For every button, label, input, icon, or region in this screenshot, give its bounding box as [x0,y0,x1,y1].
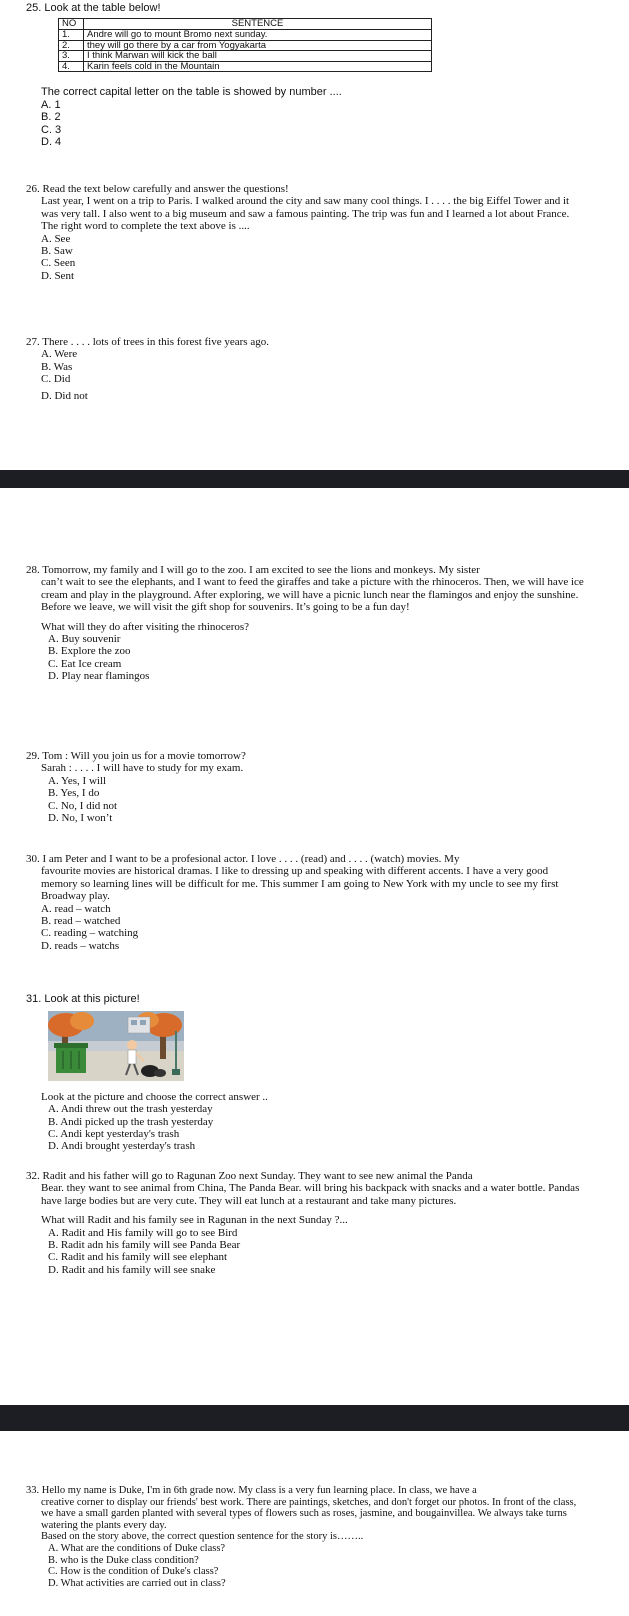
question-title: 31. Look at this picture! [26,993,140,1005]
question-title: 26. Read the text below carefully and answer the questions! [26,183,289,195]
question-title: 32. Radit and his father will go to Ragunan Zoo next Sunday. They want to see new animal the Panda [26,1170,473,1182]
option-c: C. No, I did not [48,799,118,812]
question-prompt: What will Radit and his family see in Ragunan in the next Sunday ?... [41,1214,348,1227]
table-header-sentence: SENTENCE [84,19,432,30]
option-d: D. What activities are carried out in class? [48,1577,226,1589]
table-header-row [59,19,432,30]
page-divider [0,470,629,488]
option-b: B. Saw [41,245,73,258]
question-title: 27. There . . . . lots of trees in this forest five years ago. [26,336,269,348]
option-a: A. Were [41,348,78,361]
option-a: A. See [41,232,71,245]
table-cell: I think Marwan will kick the ball [84,51,432,62]
table-cell: 4. [59,61,84,72]
question-29 [26,750,586,824]
question-prompt: Based on the story above, the correct question sentence for the story is…….. [41,1531,364,1543]
trash-picture-image [48,1011,184,1081]
option-b: B. 2 [41,111,61,124]
option-a: A. Yes, I will [48,774,107,787]
question-title: 25. Look at the table below! [26,2,161,14]
table-header-no: NO [59,19,84,30]
question-prompt: What will they do after visiting the rhinoceros? [41,620,250,633]
question-title: 28. Tomorrow, my family and I will go to the zoo. I am excited to see the lions and monkeys. My sister [26,564,480,576]
table-cell: they will go there by a car from Yogyakarta [84,40,432,51]
option-d: D. Play near flamingos [48,670,150,683]
sentence-table [58,18,432,72]
option-b: B. Radit adn his family will see Panda Bear [48,1239,241,1252]
question-title: 29. Tom : Will you join us for a movie tomorrow? [26,750,246,762]
option-d: D. Radit and his family will see snake [48,1263,216,1276]
option-c: C. How is the condition of Duke's class? [48,1566,219,1578]
option-a: A. What are the conditions of Duke class? [48,1542,226,1554]
question-25 [26,2,586,148]
question-28 [26,564,586,683]
option-b: B. Explore the zoo [48,645,131,658]
table-row [59,51,432,62]
option-d: D. Andi brought yesterday's trash [48,1140,196,1153]
passage-text: favourite movies are historical dramas. I like to dressing up and speaking with different accents. I have a very good memory so learning lines will be difficult for me. This summer I am going to New York with my uncle to see my first Broadway play. [41,865,559,903]
table-row [59,40,432,51]
option-c: C. Radit and his family will see elephant [48,1251,228,1264]
trash-bin-icon [54,1043,88,1073]
question-32 [26,1170,586,1276]
table-cell: 1. [59,30,84,41]
option-c: C. reading – watching [41,927,139,940]
option-c: C. Eat Ice cream [48,657,122,670]
question-27 [26,336,586,402]
option-b: B. who is the Duke class condition? [48,1554,199,1566]
table-cell: 2. [59,40,84,51]
table-row [59,30,432,41]
option-c: C. 3 [41,123,62,136]
question-title: 33. Hello my name is Duke, I'm in 6th grade now. My class is a very fun learning place. In class, we have a [26,1485,477,1496]
table-row [59,61,432,72]
table-cell: Andre will go to mount Bromo next sunday. [84,30,432,41]
option-a: A. Andi threw out the trash yesterday [48,1103,213,1116]
passage-text: can’t wait to see the elephants, and I want to feed the giraffes and take a picture with the rhinoceros. Then, we will have ice cream and play in the playground. After exploring, we will have a picnic lunch near the flamingos and enjoy the sunshine. Before we leave, we will visit the gift shop for souvenirs. It’s going to be a fun day! [41,576,584,614]
option-b: B. Andi picked up the trash yesterday [48,1115,214,1128]
table-cell: Karin feels cold in the Mountain [84,61,432,72]
option-d: D. 4 [41,136,62,148]
option-c: C. Seen [41,257,76,270]
option-c: C. Andi kept yesterday's trash [48,1128,180,1141]
question-31 [26,993,586,1153]
option-d: D. No, I won’t [48,812,113,825]
page-divider [0,1405,629,1431]
option-d: D. reads – watchs [41,939,120,952]
passage-text: Bear. they want to see animal from China, The Panda Bear. will bring his backpack with snacks and a water bottle. Pandas have large bodies but are very cute. They will eat lunch at a restaurant and take many pictures. [41,1182,580,1207]
question-prompt: Look at the picture and choose the correct answer .. [41,1090,268,1103]
option-d: D. Did not [41,389,88,402]
option-b: B. Was [41,360,73,373]
question-26 [26,183,586,282]
option-a: A. Buy souvenir [48,633,121,646]
option-a: A. 1 [41,98,61,111]
question-prompt: The correct capital letter on the table is showed by number .... [41,86,342,99]
option-a: A. read – watch [41,902,111,915]
passage-text: Last year, I went on a trip to Paris. I walked around the city and saw many cool things. I . . . . the big Eiffel Tower and it was very tall. I also went to a big museum and saw a famous painting. The trip was fun and I learned a lot about France. [41,195,570,220]
question-prompt: The right word to complete the text above is .... [41,220,250,233]
question-title: 30. I am Peter and I want to be a profesional actor. I love . . . . (read) and . . . . (watch) movies. My [26,853,460,865]
table-cell: 3. [59,51,84,62]
option-c: C. Did [41,373,71,386]
question-33 [26,1485,586,1589]
option-b: B. read – watched [41,915,121,928]
passage-text: creative corner to display our friends' best work. There are paintings, sketches, and don't forget our photos. In front of the class, we have a small garden planted with several types of flowers such as roses, jasmine, and bougainvillea. We always take turns watering the plants every day. [41,1496,577,1531]
option-a: A. Radit and His family will go to see Bird [48,1226,238,1239]
dialog-line: Sarah : . . . . I will have to study for my exam. [41,762,244,775]
question-30 [26,853,586,952]
option-d: D. Sent [41,269,74,282]
option-b: B. Yes, I do [48,787,100,800]
